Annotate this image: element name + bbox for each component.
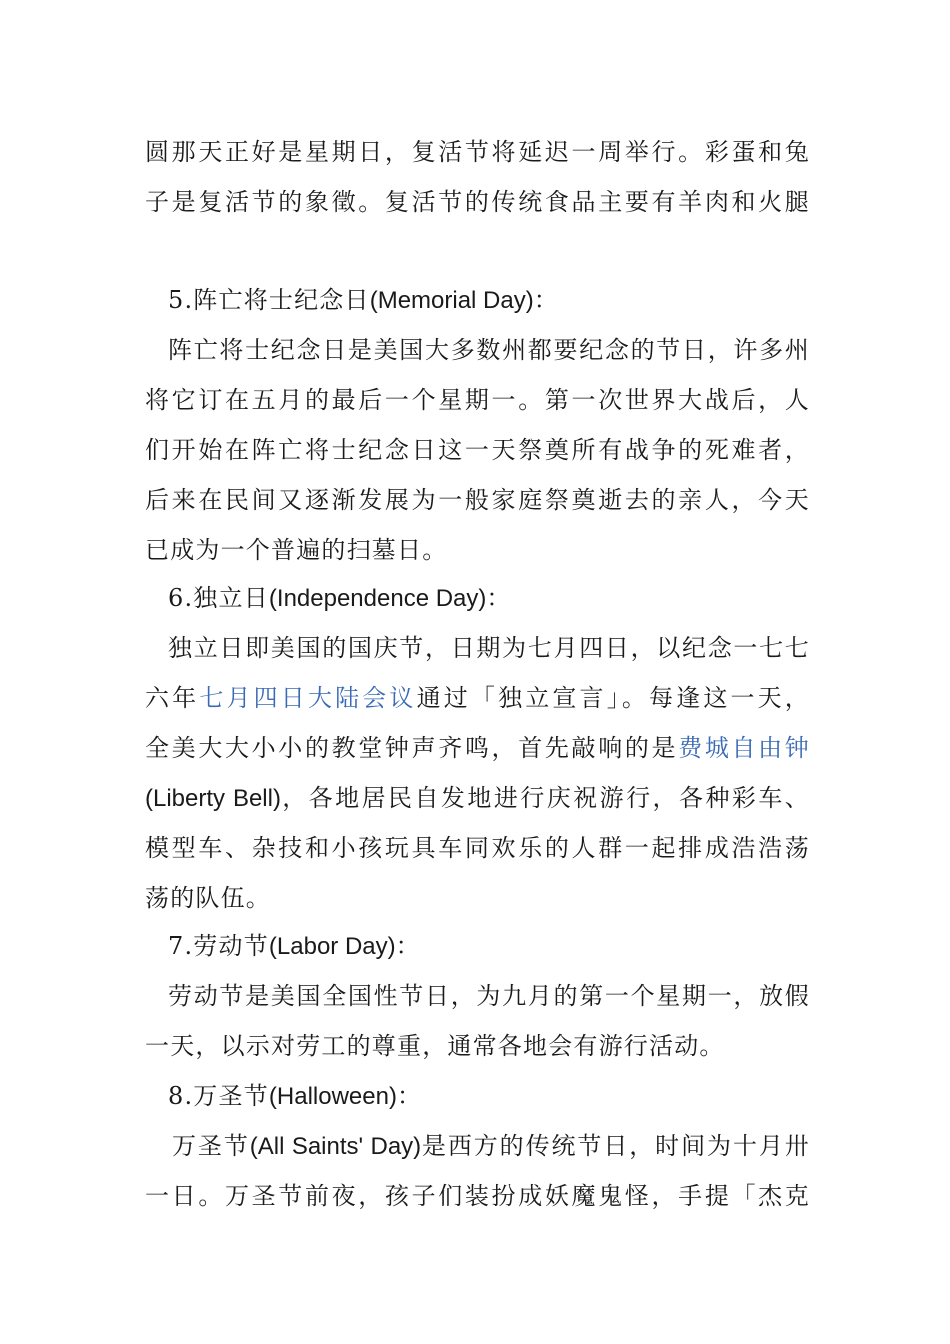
- labor-heading-en: (Labor Day): [268, 933, 396, 960]
- halloween-line-1-end: 是西方的传统节日，时间为十月卅: [421, 1132, 810, 1160]
- independence-heading-cn: 6.独立日: [168, 584, 269, 612]
- memorial-line-2: 将它订在五月的最后一个星期一。第一次世界大战后，人: [145, 386, 810, 414]
- memorial-line-4: 后来在民间又逐渐发展为一般家庭祭奠逝去的亲人，今天: [145, 486, 810, 514]
- independence-heading-colon: ：: [486, 584, 512, 612]
- independence-line-5: 模型车、杂技和小孩玩具车同欢乐的人群一起排成浩浩荡: [145, 834, 810, 862]
- independence-line-1: 独立日即美国的国庆节，日期为七月四日，以纪念一七七: [168, 634, 810, 662]
- liberty-bell-english: (Liberty Bell): [145, 785, 281, 812]
- halloween-heading-cn: 8.万圣节: [168, 1082, 269, 1110]
- independence-line-2-end: 通过「独立宣言」。每逢这一天，: [416, 684, 811, 712]
- halloween-heading-en: (Halloween): [268, 1083, 397, 1110]
- memorial-line-1: 阵亡将士纪念日是美国大多数州都要纪念的节日，许多州: [168, 336, 810, 364]
- easter-line-2: 子是复活节的象徵。复活节的传统食品主要有羊肉和火腿: [145, 188, 810, 216]
- independence-line-3: [145, 728, 810, 768]
- independence-heading-en: (Independence Day): [268, 585, 487, 612]
- easter-line-1: 圆那天正好是星期日，复活节将延迟一周举行。彩蛋和兔: [145, 138, 810, 166]
- halloween-line-1: [172, 1126, 810, 1166]
- independence-heading: [168, 578, 810, 618]
- independence-line-4-end: ，各地居民自发地进行庆祝游行，各种彩车、: [280, 784, 810, 812]
- liberty-bell-link[interactable]: 费城自由钟: [678, 734, 811, 762]
- all-saints-english: (All Saints' Day): [249, 1133, 422, 1160]
- halloween-heading: [168, 1076, 810, 1116]
- independence-line-2-start: 六年: [145, 684, 200, 712]
- independence-line-4: [145, 778, 810, 818]
- memorial-line-3: 们开始在阵亡将士纪念日这一天祭奠所有战争的死难者，: [145, 436, 810, 464]
- labor-line-1: 劳动节是美国全国性节日，为九月的第一个星期一，放假: [168, 982, 810, 1010]
- halloween-line-2: 一日。万圣节前夜，孩子们装扮成妖魔鬼怪，手提「杰克: [145, 1182, 810, 1210]
- memorial-line-5: 已成为一个普遍的扫墓日。: [145, 536, 448, 564]
- memorial-heading: [168, 280, 810, 320]
- memorial-heading-colon: ：: [533, 286, 559, 314]
- halloween-heading-colon: ：: [396, 1082, 423, 1110]
- labor-line-2: 一天，以示对劳工的尊重，通常各地会有游行活动。: [145, 1032, 725, 1060]
- labor-heading-colon: ：: [395, 932, 421, 960]
- independence-line-3-start: 全美大大小小的教堂钟声齐鸣，首先敲响的是: [145, 734, 679, 762]
- memorial-heading-cn: 5.阵亡将士纪念日: [168, 286, 370, 314]
- labor-heading-cn: 7.劳动节: [168, 932, 269, 960]
- halloween-line-1-start: 万圣节: [172, 1132, 250, 1160]
- independence-line-2: [145, 678, 810, 718]
- continental-congress-link[interactable]: 七月四日大陆会议: [199, 684, 417, 712]
- memorial-heading-en: (Memorial Day): [369, 287, 534, 314]
- labor-heading: [168, 926, 810, 966]
- independence-line-6: 荡的队伍。: [145, 884, 271, 912]
